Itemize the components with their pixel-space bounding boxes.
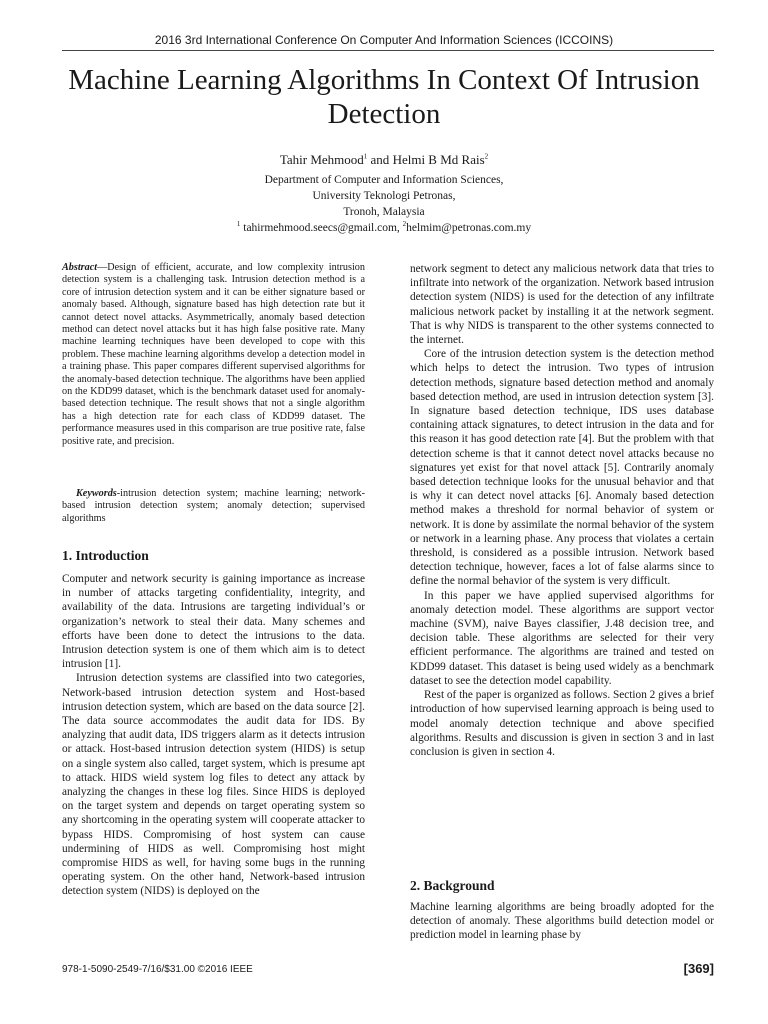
abstract (62, 262, 365, 448)
author-1-sup: 1 (363, 152, 368, 161)
author-and: and (367, 152, 393, 167)
email-2: helmim@petronas.com.my (406, 221, 532, 234)
author-emails (0, 220, 768, 234)
affiliation (0, 172, 768, 220)
abstract-text: —Design of efficient, accurate, and low complexity intrusion detection system is a challenging task. Intrusion detection method is a core of intrusion detection system and it can be either signature based or anomaly based. Although, signature based has high detection rate but it cannot detect novel attacks. Asymmetrically, anomaly based detection method can detect novel attacks but it has high false positive rate. Many machine learning techniques have been developed to cope with this problem. These machine learning algorithms develop a detection model in a training phase. This paper compares different supervised algorithms for the anomaly-based detection technique. The algorithms have been applied on the KDD99 dataset, which is the benchmark dataset used for anomaly-based detection technique. The result shows that not a single algorithm has a high detection rate for each class of KDD99 dataset. The performance measures used in this comparison are true positive rate, false positive rate, and precision. (62, 262, 365, 447)
author-2-sup: 2 (484, 152, 489, 161)
right-column-body (410, 262, 714, 759)
footer-isbn: 978-1-5090-2549-7/16/$31.00 ©2016 IEEE (62, 964, 253, 975)
author-line (0, 152, 768, 168)
paragraph: Intrusion detection systems are classified into two categories, Network-based intrusion detection system and Host-based intrusion detection system, which are based on the data source [2]. The data source accommodates the audit data for IDS. By analyzing that audit data, IDS triggers alarm as it detects intrusion or attack. Host-based intrusion detection system (HIDS) is setup on a single system also called, target system, which is presume apt to attack. HIDS wield system log files to detect any attack by analyzing the changes in these log files. Since HIDS is deployed on the target system and depends on target operating system so any shortcoming in the operating system will cooperate attacker to bypass HIDS. Compromising of host system can cause undermining of HIDS as well. Compromising host might compromise HIDS as well, for having some bugs in the running operating system. On the other hand, Network-based intrusion detection system (NIDS) is deployed on the (62, 672, 365, 898)
affiliation-line: Department of Computer and Information Sciences, (264, 174, 504, 186)
header-rule (62, 50, 714, 51)
background-body (410, 900, 714, 943)
paragraph: Computer and network security is gaining importance as increase in number of attacks targeting confidentiality, integrity, and availability of the data. Intrusions are targeting individual’s or organization’s network to steal their data. Many schemes and efforts have been done to detect the intrusions to the data. Intrusion detection system is one of them which aim is to detect intrusion [1]. (62, 573, 365, 671)
email-2-sup: 2 (402, 220, 407, 228)
keywords-text: -intrusion detection system; machine learning; network-based intrusion detection system; anomaly detection; supervised algorithms (62, 488, 365, 524)
paragraph: In this paper we have applied supervised algorithms for anomaly detection model. These algorithms are support vector machine (SVM), naive Bayes classifier, J.48 decision tree, and decision table. These algorithms are selected for their very efficient performance. The algorithms are trained and tested on KDD99 dataset. This dataset is being used widely as a benchmark dataset to see the detection model capability. (410, 589, 714, 687)
page-number: [369] (683, 961, 714, 976)
paper-title: Machine Learning Algorithms In Context Of Intrusion Detection (68, 64, 700, 130)
section-heading-introduction: 1. Introduction (62, 548, 149, 563)
abstract-label: Abstract (62, 262, 98, 273)
paragraph: network segment to detect any malicious network data that tries to infiltrate into network of the organization. Network based intrusion detection system (NIDS) is used for the detection of any infiltrate malicious network packet by installing it at the network segment. That is why NIDS is transparent to the other systems connected to the internet. (410, 263, 714, 347)
paragraph: Machine learning algorithms are being broadly adopted for the detection of anomaly. These algorithms build detection model or prediction model in learning phase by (410, 901, 714, 942)
author-2: Helmi B Md Rais (392, 152, 485, 167)
affiliation-line: University Teknologi Petronas, (312, 190, 456, 202)
paragraph: Core of the intrusion detection system is the detection method which helps to detect the intrusion. Two types of intrusion detection methods, signature based detection method and anomaly based detection method, are used in intrusion detection system [3]. In signature based detection technique, IDS uses database containing attack signatures, to detect intrusion in the data and for this reason it has good detection rate [4]. But the problem with that detection scheme is that it cannot detect novel attacks because no signatures yet exist for that novel attack [5]. Contrarily anomaly based detection technique looks for the unusual behavior and that is why it can detect novel attacks [6]. Anomaly based detection method makes a threshold for normal behavior of system or network. It is done by assimilate the normal behavior of the system or network in a learning phase. Any process that violates a certain threshold, is considered as a possible intrusion. Network based detection technique, however, faces a lot of false alarms since to define the normal behavior of the system is very difficult. (410, 348, 714, 588)
conference-header: 2016 3rd International Conference On Computer And Information Sciences (ICCOINS) (154, 33, 614, 47)
affiliation-line: Tronoh, Malaysia (343, 206, 425, 218)
email-1: tahirmehmood.seecs@gmail.com, (240, 221, 403, 234)
keywords-label: Keywords (76, 488, 117, 499)
introduction-body (62, 572, 365, 899)
section-heading-background: 2. Background (410, 878, 495, 893)
author-1: Tahir Mehmood (279, 152, 364, 167)
email-1-sup: 1 (236, 220, 241, 228)
paragraph: Rest of the paper is organized as follows. Section 2 gives a brief introduction of how supervised learning approach is being used to model anomaly detection technique and above specified algorithms. Results and discussion is given in section 3 and in last conclusion is given in section 4. (410, 689, 714, 758)
keywords (62, 488, 365, 525)
